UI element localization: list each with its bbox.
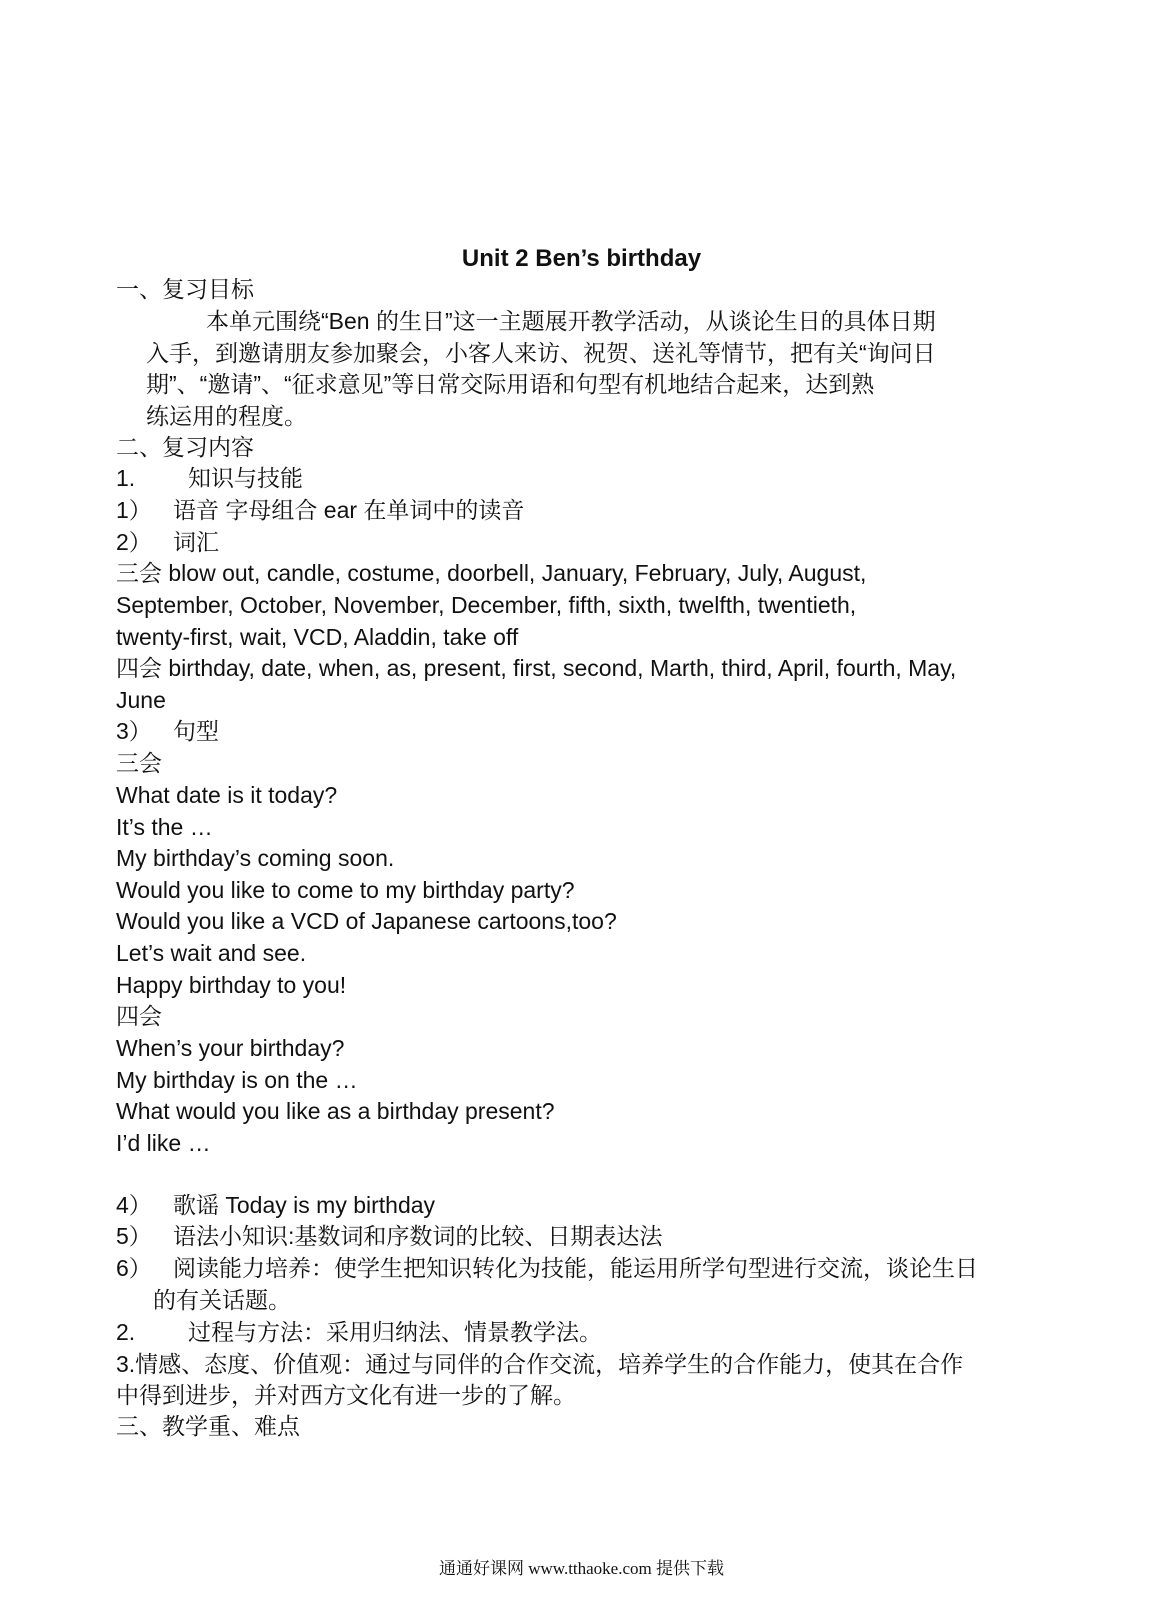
item-process-methods — [116, 1317, 602, 1347]
subitem-pronunciation — [116, 495, 524, 525]
subitem-text: 语音 字母组合 ear 在单词中的读音 — [173, 497, 525, 523]
goal-paragraph-line: 练运用的程度。 — [146, 403, 307, 429]
subitem-vocabulary — [116, 527, 219, 557]
sentence-line: Would you like a VCD of Japanese cartoons,too? — [116, 908, 617, 934]
subitem-number: 3） — [116, 718, 152, 744]
sentence-line: Let’s wait and see. — [116, 940, 307, 966]
vocab-line: 四会 birthday, date, when, as, present, first, second, Marth, third, April, fourth, May, — [116, 655, 957, 681]
subitem-text: 句型 — [173, 718, 219, 744]
item-text: 知识与技能 — [188, 465, 303, 491]
subitem-text: 语法小知识:基数词和序数词的比较、日期表达法 — [173, 1223, 663, 1249]
sentence-line: My birthday is on the … — [116, 1067, 358, 1093]
subitem-grammar — [116, 1221, 662, 1251]
subitem-reading-continuation: 的有关话题。 — [153, 1287, 291, 1313]
subitem-rhyme — [116, 1190, 435, 1220]
item-number: 1. — [116, 465, 136, 491]
subitem-number: 4） — [116, 1192, 152, 1218]
sentence-line: I’d like … — [116, 1130, 211, 1156]
item-text: 过程与方法：采用归纳法、情景教学法。 — [188, 1319, 602, 1345]
goal-paragraph-line: 入手，到邀请朋友参加聚会，小客人来访、祝贺、送礼等情节，把有关“询问日 — [146, 340, 936, 366]
subitem-number: 2） — [116, 529, 152, 555]
sentence-line: Would you like to come to my birthday party? — [116, 877, 575, 903]
subitem-reading — [116, 1253, 978, 1283]
goal-paragraph-line: 本单元围绕“Ben 的生日”这一主题展开教学活动，从谈论生日的具体日期 — [206, 308, 936, 334]
subitem-text: 歌谣 Today is my birthday — [173, 1192, 436, 1218]
section-heading-review-content: 二、复习内容 — [116, 434, 254, 460]
sentence-line: It’s the … — [116, 814, 213, 840]
page-footer: 通通好课网 www.tthaoke.com 提供下载 — [438, 1559, 725, 1578]
vocab-line: June — [116, 687, 166, 713]
document-title: Unit 2 Ben’s birthday — [461, 245, 702, 272]
subitem-text: 阅读能力培养：使学生把知识转化为技能，能运用所学句型进行交流，谈论生日 — [173, 1255, 978, 1281]
subitem-sentence-patterns — [116, 716, 219, 746]
item-knowledge-skills — [116, 463, 303, 493]
subitem-text: 词汇 — [173, 529, 219, 555]
vocab-line: September, October, November, December, fifth, sixth, twelfth, twentieth, — [116, 592, 857, 618]
sentence-line: My birthday’s coming soon. — [116, 845, 395, 871]
sentence-line: What would you like as a birthday present? — [116, 1098, 555, 1124]
goal-paragraph-line: 期”、“邀请”、“征求意见”等日常交际用语和句型有机地结合起来，达到熟 — [146, 371, 875, 397]
subitem-number: 6） — [116, 1255, 152, 1281]
item-attitude-line: 中得到进步，并对西方文化有进一步的了解。 — [116, 1382, 576, 1408]
section-heading-key-points: 三、教学重、难点 — [116, 1413, 300, 1439]
sentence-line: When’s your birthday? — [116, 1035, 345, 1061]
subitem-number: 1） — [116, 497, 152, 523]
sentence-line: Happy birthday to you! — [116, 972, 347, 998]
subitem-number: 5） — [116, 1223, 152, 1249]
label-sanhui: 三会 — [116, 750, 162, 776]
item-number: 2. — [116, 1319, 136, 1345]
sentence-line: What date is it today? — [116, 782, 338, 808]
section-heading-review-goals: 一、复习目标 — [116, 276, 254, 302]
item-attitude-line: 3.情感、态度、价值观：通过与同伴的合作交流，培养学生的合作能力，使其在合作 — [116, 1351, 964, 1377]
vocab-line: twenty-first, wait, VCD, Aladdin, take off — [116, 624, 519, 650]
vocab-line: 三会 blow out, candle, costume, doorbell, January, February, July, August, — [116, 560, 867, 586]
label-sihui: 四会 — [116, 1003, 162, 1029]
